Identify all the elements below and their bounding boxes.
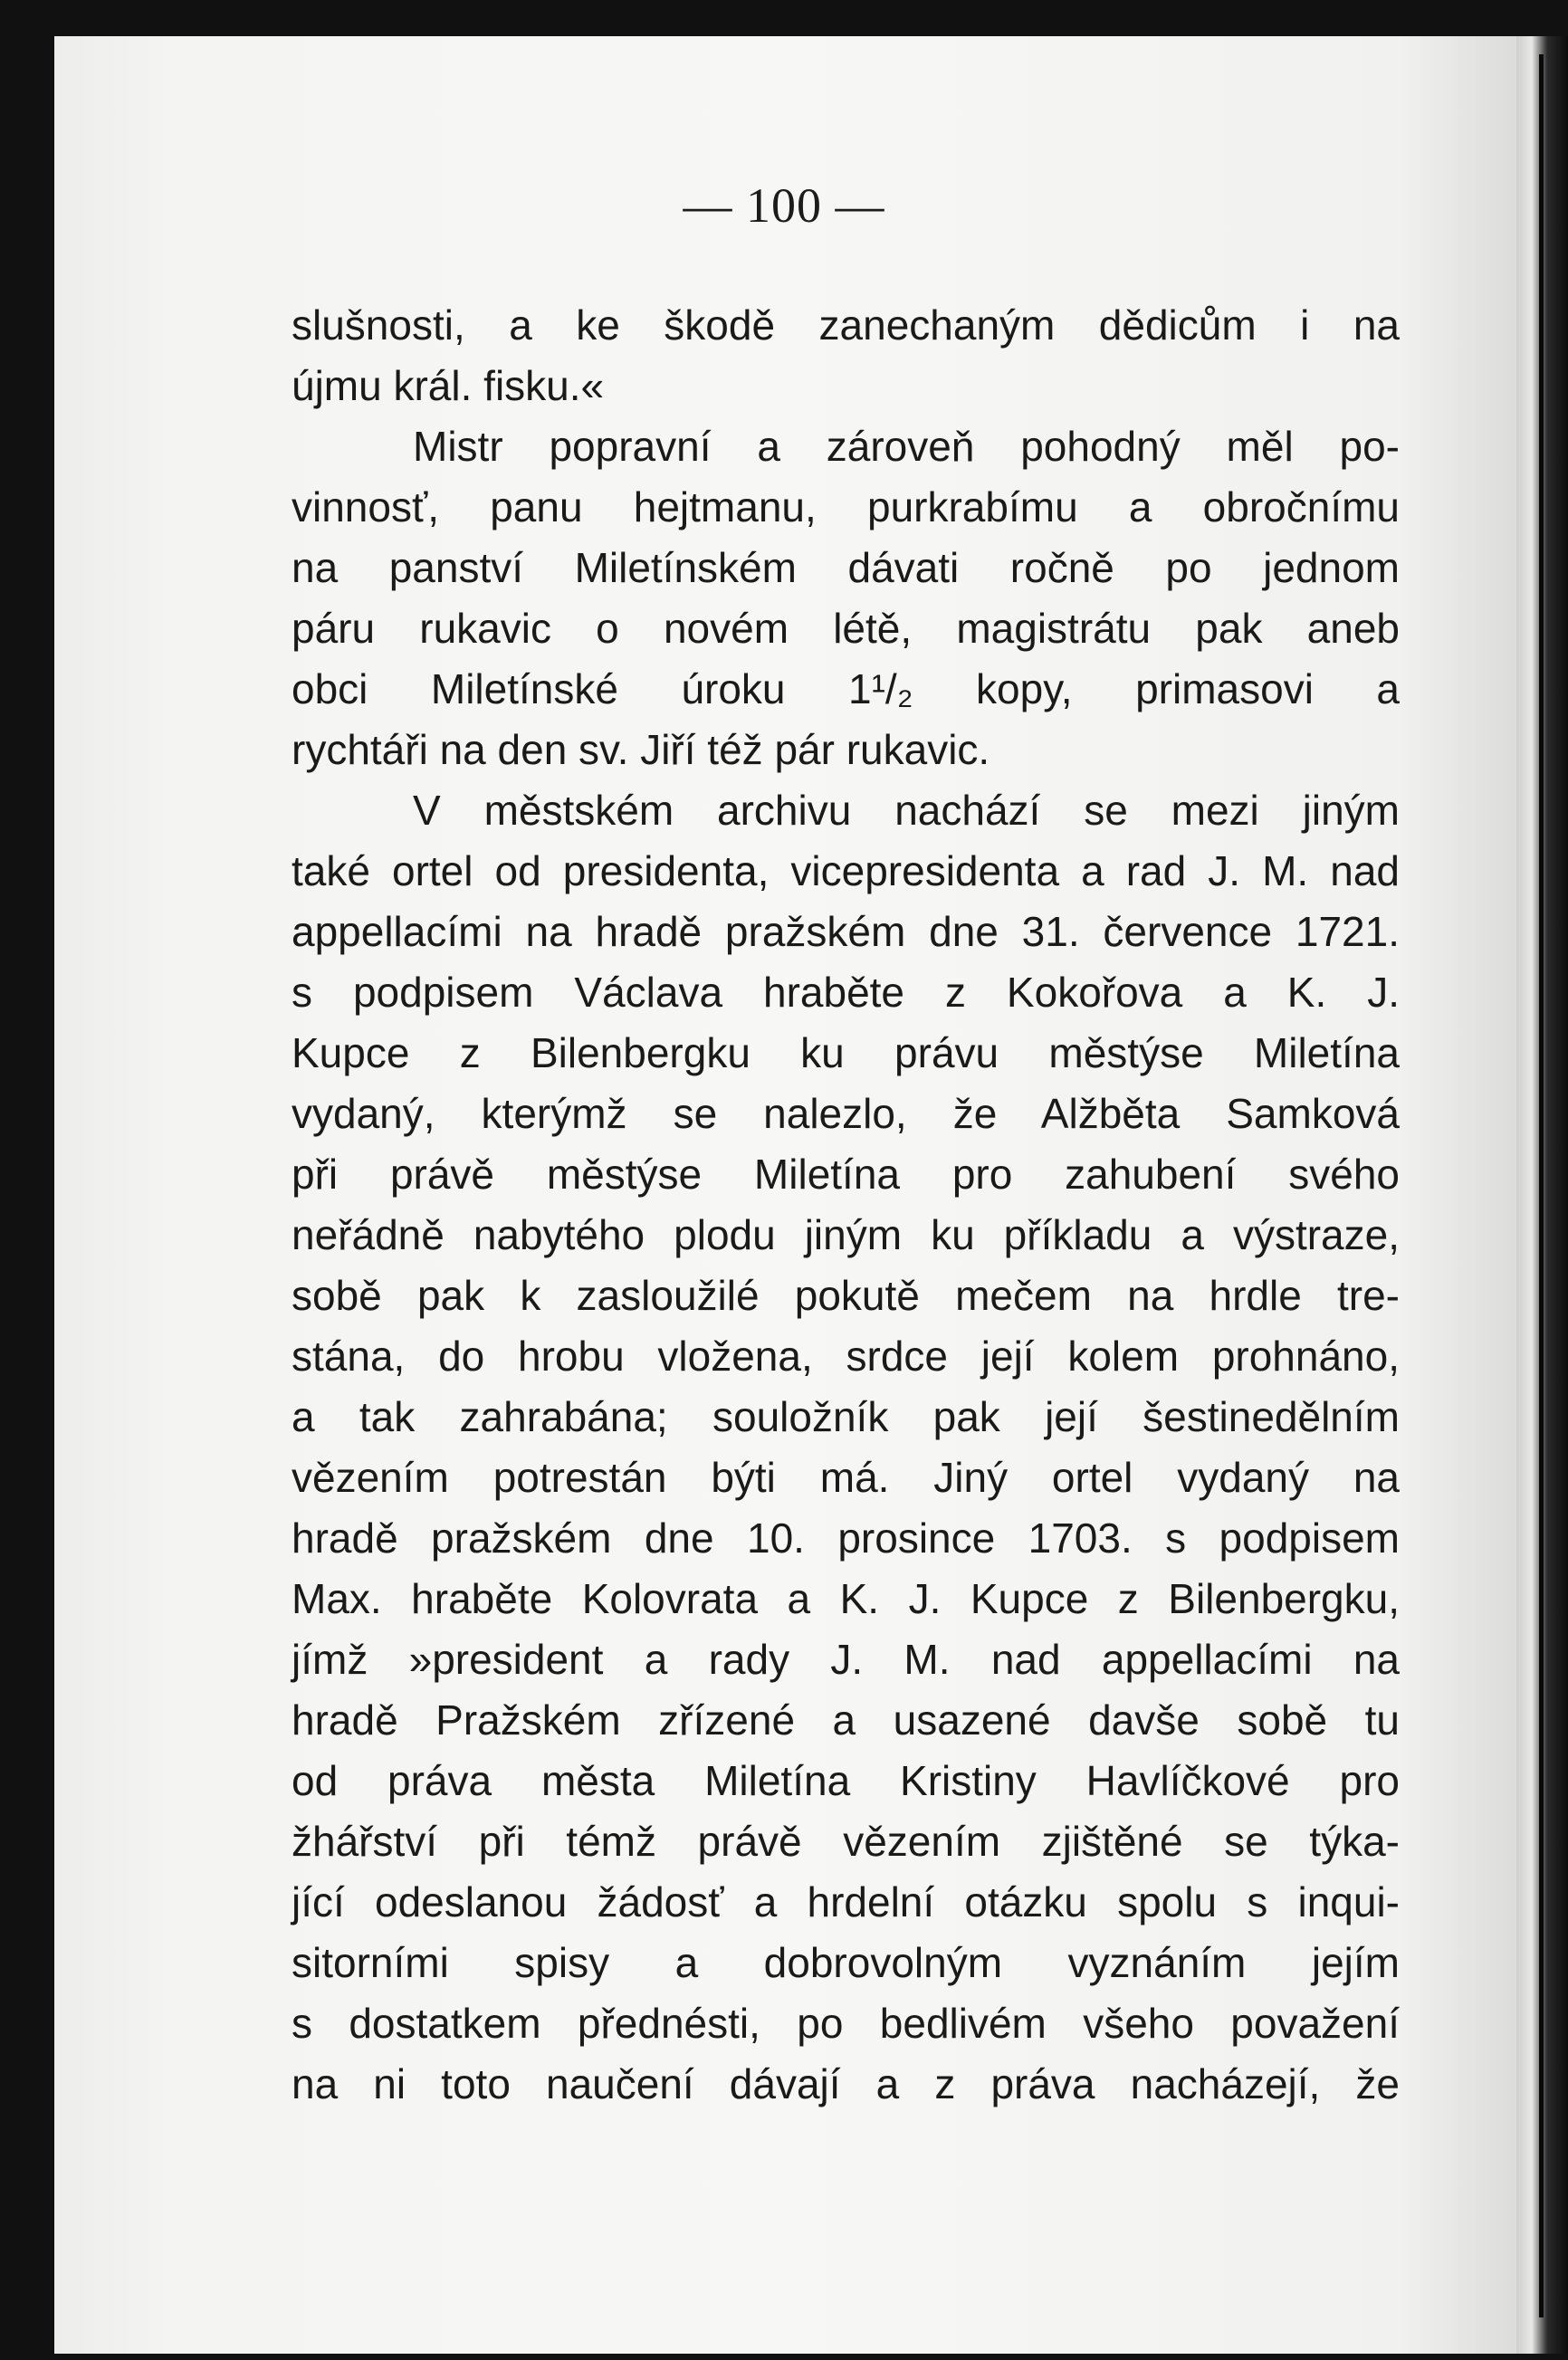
text-line: při právě městýse Miletína pro zahubení svého xyxy=(292,1151,1400,1198)
text-line: appellacími na hradě pražském dne 31. července 1721. xyxy=(292,908,1400,955)
book-binding-shadow xyxy=(1539,54,1544,2317)
text-line: od práva města Miletína Kristiny Havlíčkové pro xyxy=(292,1757,1400,1804)
text-line: s dostatkem přednésti, po bedlivém všeho považení xyxy=(292,2000,1400,2047)
text-line: slušnosti, a ke škodě zanechaným dědicům i na xyxy=(292,301,1400,349)
text-line: rychtáři na den sv. Jiří též pár rukavic. xyxy=(292,726,990,773)
text-line: újmu král. fisku.« xyxy=(292,362,605,409)
text-line: jící odeslanou žádosť a hrdelní otázku spolu s inqui- xyxy=(292,1878,1400,1925)
text-line: a tak zahrabána; souložník pak její šestinedělním xyxy=(292,1393,1400,1440)
text-line: sobě pak k zasloužilé pokutě mečem na hrdle tre- xyxy=(292,1272,1400,1319)
text-line: také ortel od presidenta, vicepresidenta a rad J. M. nad xyxy=(292,847,1400,894)
text-line: Mistr popravní a zároveň pohodný měl po- xyxy=(413,423,1400,470)
text-line: hradě Pražském zřízené a usazené davše sobě tu xyxy=(292,1696,1400,1744)
text-line: V městském archivu nachází se mezi jiným xyxy=(413,787,1400,834)
text-line: stána, do hrobu vložena, srdce její kolem prohnáno, xyxy=(292,1333,1400,1380)
text-line: vězením potrestán býti má. Jiný ortel vydaný na xyxy=(292,1454,1400,1501)
page-number: — 100 — xyxy=(683,178,885,233)
text-line: Max. hraběte Kolovrata a K. J. Kupce z Bilenbergku, xyxy=(292,1575,1400,1622)
text-line: obci Miletínské úroku 1¹/₂ kopy, primasovi a xyxy=(292,665,1400,712)
body-text xyxy=(292,295,1400,2115)
text-line: jímž »president a rady J. M. nad appellacími na xyxy=(292,1636,1400,1683)
text-line: na ni toto naučení dávají a z práva nacházejí, že xyxy=(292,2060,1400,2107)
text-line: Kupce z Bilenbergku ku právu městýse Miletína xyxy=(292,1029,1400,1076)
text-line: vinnosť, panu hejtmanu, purkrabímu a obročnímu xyxy=(292,483,1400,530)
text-line: sitorními spisy a dobrovolným vyznáním jejím xyxy=(292,1939,1400,1986)
text-line: hradě pražském dne 10. prosince 1703. s podpisem xyxy=(292,1514,1400,1562)
text-line: vydaný, kterýmž se nalezlo, že Alžběta Samková xyxy=(292,1090,1400,1137)
text-line: páru rukavic o novém létě, magistrátu pak aneb xyxy=(292,605,1400,652)
text-line: neřádně nabytého plodu jiným ku příkladu a výstraze, xyxy=(292,1211,1400,1258)
text-line: na panství Miletínském dávati ročně po jednom xyxy=(292,544,1400,591)
text-line: s podpisem Václava hraběte z Kokořova a K. J. xyxy=(292,969,1400,1016)
text-line: žhářství při témž právě vězením zjištěné se týka- xyxy=(292,1818,1400,1865)
